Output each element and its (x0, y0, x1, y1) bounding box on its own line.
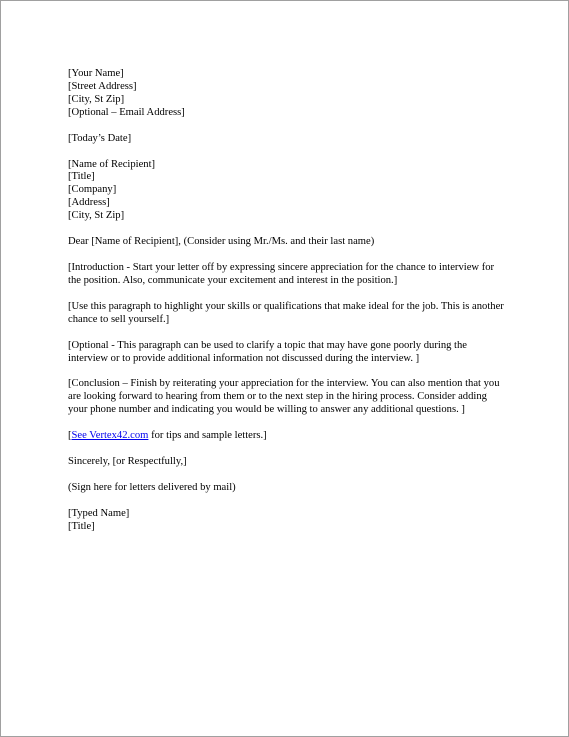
sender-email: [Optional – Email Address] (68, 106, 185, 118)
sender-street: [Street Address] (68, 80, 137, 92)
tips-open-bracket: [ (68, 430, 72, 442)
recipient-block (68, 159, 508, 224)
conclusion-text: [Conclusion – Finish by reiterating your appreciation for the interview. You can also mention that you are looking forward to hearing from them or to the next step in the hiring process. Consider adding your phone number and indicating you would be willing to answer any additional questions. ] (68, 378, 500, 416)
introduction-paragraph (68, 262, 508, 288)
sender-name: [Your Name] (68, 68, 124, 79)
letter-body (68, 68, 508, 547)
letter-date: [Today’s Date] (68, 132, 132, 144)
conclusion-paragraph (68, 378, 508, 417)
recipient-city: [City, St Zip] (68, 210, 125, 222)
optional-text: [Optional - This paragraph can be used to clarify a topic that may have gone poorly during the interview or to provide additional information not discussed during the interview. ] (68, 339, 468, 364)
date-block (68, 133, 508, 146)
recipient-name: [Name of Recipient] (68, 158, 156, 170)
skills-text: [Use this paragraph to highlight your skills or qualifications that make ideal for the job. This is another chance to sell yourself.] (68, 300, 504, 325)
recipient-title: [Title] (68, 171, 95, 183)
skills-paragraph (68, 301, 508, 327)
sender-city: [City, St Zip] (68, 93, 125, 105)
tips-line (68, 430, 508, 443)
closing: Sincerely, [or Respectfully,] (68, 456, 187, 468)
vertex42-link[interactable]: See Vertex42.com (71, 430, 149, 442)
recipient-company: [Company] (68, 184, 117, 196)
signoff-title: [Title] (68, 520, 95, 532)
introduction-text: [Introduction - Start your letter off by expressing sincere appreciation for the chance to interview for the position. Also, communicate your excitement and interest in the position.] (68, 261, 495, 286)
tips-rest: for tips and sample letters.] (148, 430, 267, 442)
signature-block (68, 482, 508, 495)
signoff-block (68, 508, 508, 534)
optional-paragraph (68, 340, 508, 366)
signature-note: (Sign here for letters delivered by mail) (68, 481, 236, 493)
typed-name: [Typed Name] (68, 507, 130, 519)
salutation-block (68, 236, 508, 249)
sender-block (68, 68, 508, 120)
closing-block (68, 456, 508, 469)
recipient-address: [Address] (68, 197, 110, 209)
salutation: Dear [Name of Recipient], (Consider using Mr./Ms. and their last name) (68, 236, 375, 248)
